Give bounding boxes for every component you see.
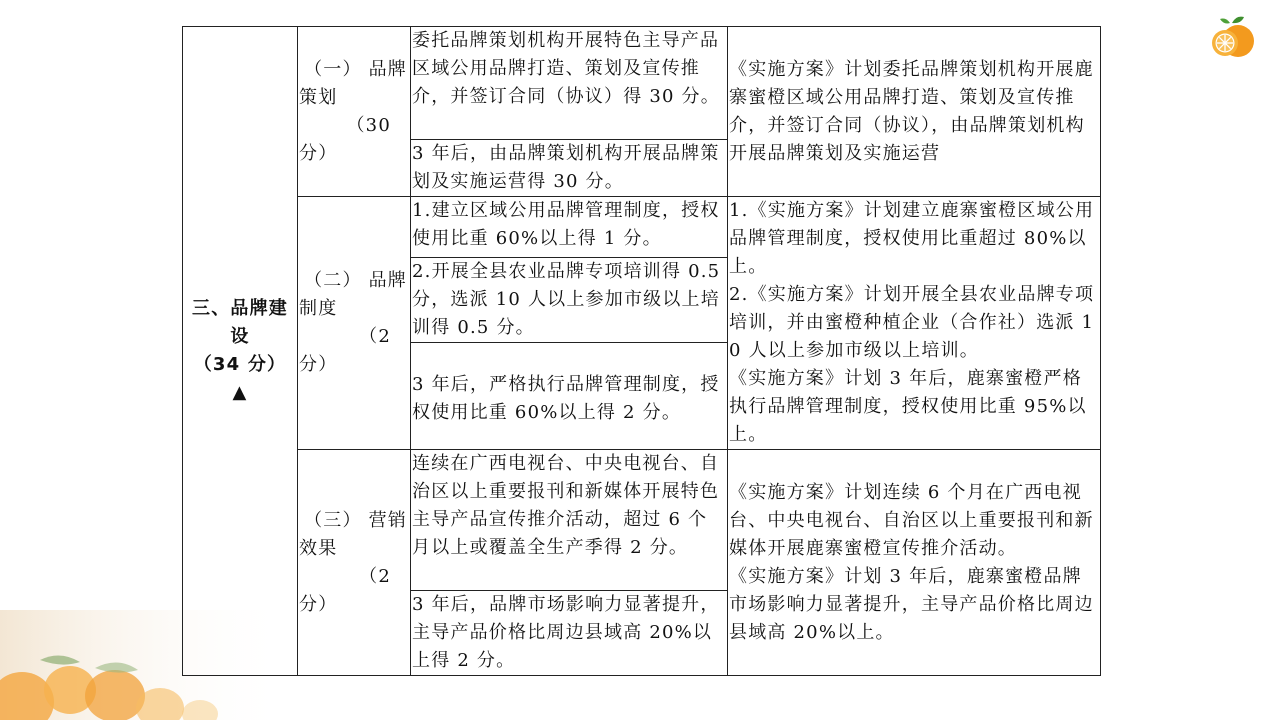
key-indicator-marker: ▲ [232,382,248,403]
orange-logo-icon [1208,14,1258,60]
subitem-score: （2 [359,326,391,347]
subitem-cell-3 [298,450,411,676]
criteria-text: 连续在广西电视台、中央电视台、自治区以上重要报刊和新媒体开展特色主导产品宣传推介活动，超过 6 个月以上或覆盖全生产季得 2 分。 [412,453,720,558]
criteria-cell [411,140,728,197]
subitem-score: （30 [346,114,391,136]
subitem-score-unit: 分） [299,593,338,615]
evidence-text: 《实施方案》计划 3 年后，鹿寨蜜橙严格执行品牌管理制度，授权使用比重 95%以上。 [729,368,1087,445]
evidence-text: 《实施方案》计划连续 6 个月在广西电视台、中央电视台、自治区以上重要报刊和新媒体开展鹿寨蜜橙宣传推介活动。 [729,481,1094,559]
subitem-score-unit: 分） [299,142,338,164]
evidence-text: 1.《实施方案》计划建立鹿寨蜜橙区域公用品牌管理制度，授权使用比重超过 80%以上。 [729,200,1095,277]
category-cell [183,27,298,676]
evidence-text: 《实施方案》计划 3 年后，鹿寨蜜橙品牌市场影响力显著提升，主导产品价格比周边县域高 20%以上。 [729,565,1094,643]
criteria-cell [411,197,728,258]
category-title: 三、品牌建 [192,298,288,319]
criteria-cell [411,343,728,450]
evidence-cell [728,450,1101,676]
evidence-text: 《实施方案》计划委托品牌策划机构开展鹿寨蜜橙区域公用品牌打造、策划及宣传推介，并签订合同（协议），由品牌策划机构开展品牌策划及实施运营 [729,58,1094,164]
criteria-text: 3 年后，严格执行品牌管理制度，授权使用比重 60%以上得 2 分。 [412,374,720,423]
criteria-cell [411,591,728,676]
evidence-cell [728,27,1101,197]
subitem-cell-1 [298,27,411,197]
criteria-text: 3 年后，品牌市场影响力显著提升，主导产品价格比周边县域高 20%以上得 2 分。 [412,594,720,671]
subitem-label: （三） 营销 [304,509,407,531]
subitem-label-cont: 制度 [299,298,338,319]
subitem-score: （2 [359,565,391,587]
criteria-cell [411,450,728,591]
criteria-text: 委托品牌策划机构开展特色主导产品区域公用品牌打造、策划及宣传推介，并签订合同（协议）得 30 分。 [412,30,720,107]
subitem-label-cont: 策划 [299,86,338,108]
scoring-table [182,26,1101,676]
criteria-text: 3 年后，由品牌策划机构开展品牌策划及实施运营得 30 分。 [412,143,720,192]
category-title-cont: 设 [230,326,250,347]
criteria-cell [411,258,728,343]
criteria-cell [411,27,728,140]
subitem-label-cont: 效果 [299,537,338,559]
subitem-label: （二） 品牌 [304,270,407,291]
evidence-text: 2.《实施方案》计划开展全县农业品牌专项培训，并由蜜橙种植企业（合作社）选派 10 人以上参加市级以上培训。 [729,284,1095,361]
subitem-cell-2 [298,197,411,450]
category-score: （34 分） [193,354,287,375]
subitem-score-unit: 分） [299,354,338,375]
criteria-text: 1.建立区域公用品牌管理制度，授权使用比重 60%以上得 1 分。 [412,200,720,249]
evidence-cell [728,197,1101,450]
criteria-text: 2.开展全县农业品牌专项培训得 0.5 分，选派 10 人以上参加市级以上培训得 0.5 分。 [412,261,721,338]
subitem-label: （一） 品牌 [304,58,407,80]
